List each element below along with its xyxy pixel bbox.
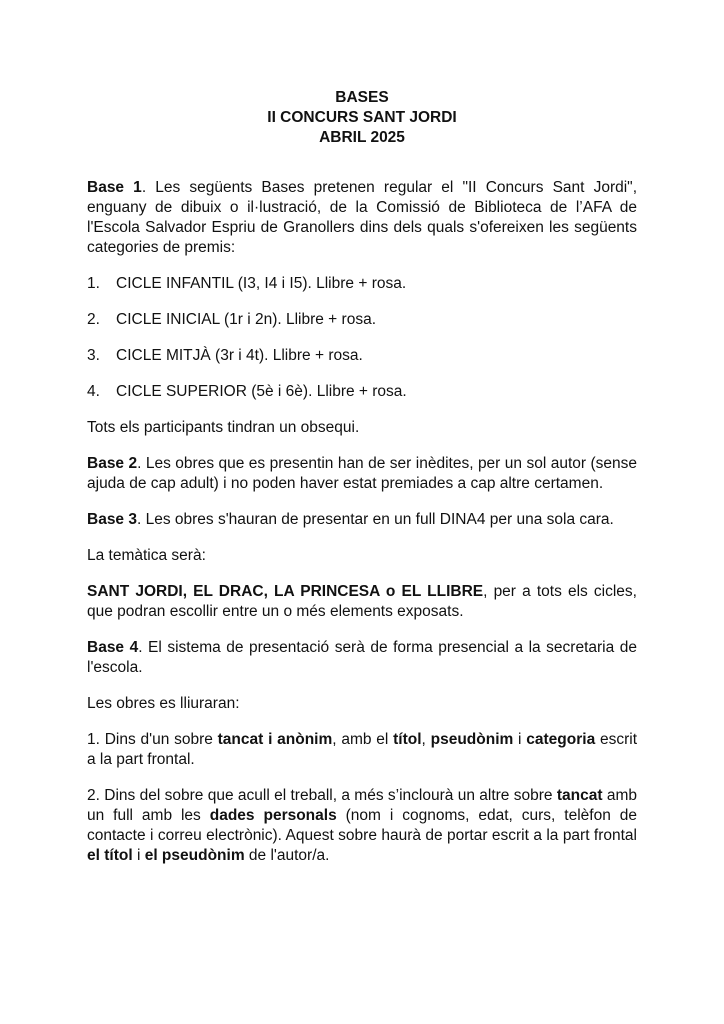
title-bases: BASES xyxy=(335,89,389,106)
document-title xyxy=(0,88,724,148)
base-4-paragraph xyxy=(87,638,637,678)
category-item: 4. CICLE SUPERIOR (5è i 6è). Llibre + rosa. xyxy=(87,383,407,400)
delivery-step-2: 2. Dins del sobre que acull el treball, a més s’inclourà un altre sobre tancat amb un full amb les dades personals (nom i cognoms, edat, curs, telèfon de contacte i correu electrònic). Aquest sobre haurà de portar escrit a la part frontal el títol i el pseudònim de l'autor/a. xyxy=(87,787,638,864)
base-3-label: Base 3 xyxy=(87,511,137,528)
base-1-label: Base 1 xyxy=(87,179,142,196)
theme-elements: SANT JORDI, EL DRAC, LA PRINCESA o EL LLIBRE xyxy=(87,583,484,600)
title-date: ABRIL 2025 xyxy=(319,129,405,146)
base-3-paragraph xyxy=(87,510,637,530)
base-2-paragraph xyxy=(87,454,637,494)
delivery-intro: Les obres es lliuraran: xyxy=(87,695,240,712)
category-item: 2. CICLE INICIAL (1r i 2n). Llibre + rosa. xyxy=(87,311,377,328)
base-4-label: Base 4 xyxy=(87,639,139,656)
theme-intro: La temàtica serà: xyxy=(87,547,206,564)
gift-note: Tots els participants tindran un obsequi. xyxy=(87,419,360,436)
delivery-step-1: 1. Dins d'un sobre tancat i anònim, amb el títol, pseudònim i categoria escrit a la part frontal. xyxy=(87,731,638,768)
base-2-label: Base 2 xyxy=(87,455,138,472)
base-4-text: . El sistema de presentació serà de forma presencial a la secretaria de l'escola. xyxy=(87,639,637,676)
base-2-text: . Les obres que es presentin han de ser inèdites, per un sol autor (sense ajuda de cap adult) i no poden haver estat premiades a cap altre certamen. xyxy=(87,455,638,492)
category-item: 1. CICLE INFANTIL (I3, I4 i I5). Llibre + rosa. xyxy=(87,275,407,292)
theme-paragraph xyxy=(87,582,637,622)
document-body xyxy=(87,178,637,882)
category-item: 3. CICLE MITJÀ (3r i 4t). Llibre + rosa. xyxy=(87,347,363,364)
title-contest: II CONCURS SANT JORDI xyxy=(267,109,457,126)
base-1-text: . Les següents Bases pretenen regular el "II Concurs Sant Jordi", enguany de dibuix o il·lustració, de la Comissió de Biblioteca de l’AFA de l'Escola Salvador Espriu de Granollers dins dels quals s'ofereixen les següents categories de premis: xyxy=(87,179,637,256)
base-1-paragraph xyxy=(87,178,637,258)
theme-text: , per a tots els cicles, que podran escollir entre un o més elements exposats. xyxy=(87,583,637,620)
base-3-text: . Les obres s'hauran de presentar en un full DINA4 per una sola cara. xyxy=(136,511,614,528)
